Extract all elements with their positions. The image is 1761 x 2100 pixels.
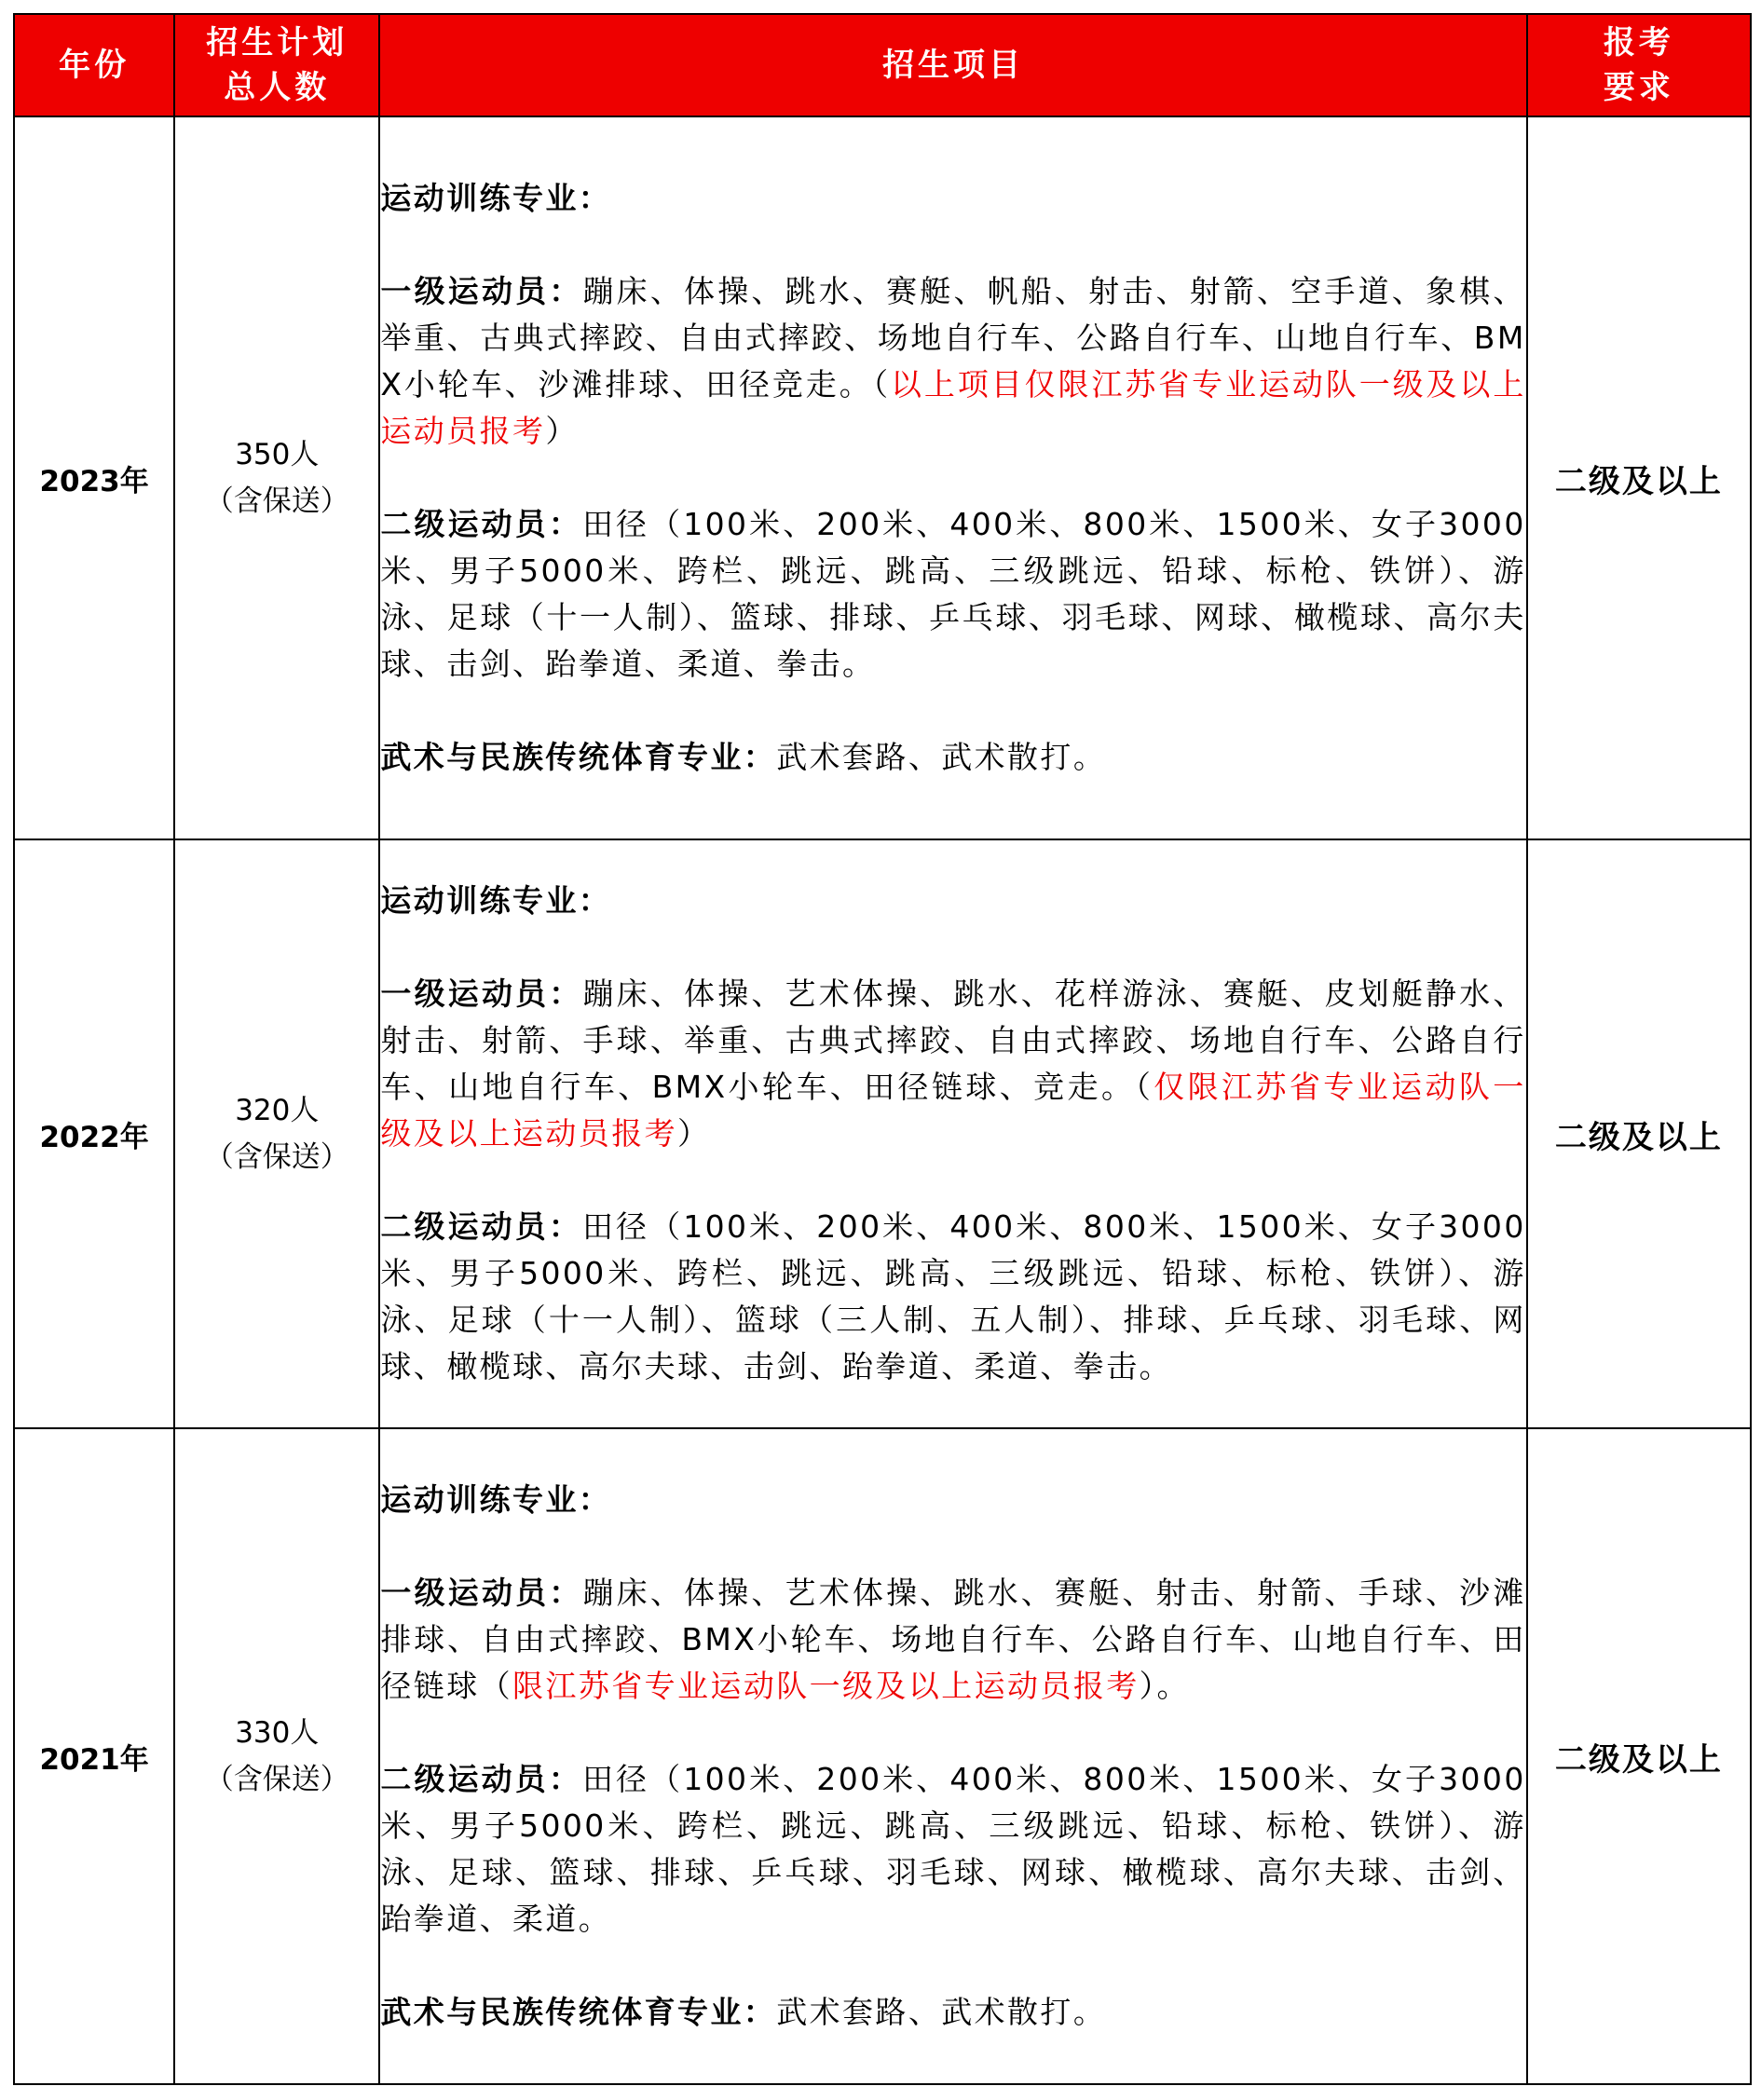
major2-label: 武术与民族传统体育专业： [380, 1994, 777, 2030]
level2-paragraph [380, 501, 1525, 688]
header-plan-line2: 总人数 [224, 69, 331, 106]
header-req-line2: 要求 [1603, 69, 1674, 106]
level1-restriction: 限江苏省专业运动队一级及以上运动员报考 [512, 1668, 1140, 1704]
level2-label: 二级运动员： [380, 1761, 582, 1797]
major2-paragraph [380, 1989, 1525, 2036]
plan-note: （含保送） [204, 484, 349, 518]
level1-tail: ） [545, 413, 579, 449]
level1-text: 蹦床、体操、跳水、赛艇、帆船、射击、射箭、空手道、象棋、举重、古典式摔跤、自由式摔跤、场地自行车、公路自行车、山地自行车、BMX小轮车、沙滩排球、田径竞走。（ [380, 273, 1526, 402]
level1-paragraph [380, 1570, 1525, 1710]
items-cell [379, 1428, 1526, 2084]
level1-paragraph [380, 268, 1525, 455]
level2-label: 二级运动员： [380, 506, 582, 542]
level1-tail: ） [677, 1115, 711, 1152]
level2-text: 田径（100米、200米、400米、800米、1500米、女子3000米、男子5000米、跨栏、跳远、跳高、三级跳远、铅球、标枪、铁饼）、游泳、足球（十一人制）、篮球（三人制、五人制）、排球、乒乓球、羽毛球、网球、橄榄球、高尔夫球、击剑、跆拳道、柔道、拳击。 [380, 1208, 1526, 1384]
level1-restriction: 仅限江苏省专业运动队一级及以上运动员报考 [380, 1069, 1526, 1152]
requirement-cell: 二级及以上 [1527, 1428, 1751, 2084]
table-row-2021 [14, 1428, 1751, 2084]
plan-cell [174, 116, 379, 839]
header-items: 招生项目 [379, 14, 1526, 116]
level1-text: 蹦床、体操、艺术体操、跳水、花样游泳、赛艇、皮划艇静水、射击、射箭、手球、举重、古典式摔跤、自由式摔跤、场地自行车、公路自行车、山地自行车、BMX小轮车、田径链球、竞走。（ [380, 975, 1526, 1105]
year-cell: 2021年 [14, 1428, 174, 2084]
level1-text: 蹦床、体操、艺术体操、跳水、赛艇、射击、射箭、手球、沙滩排球、自由式摔跤、BMX小轮车、场地自行车、公路自行车、山地自行车、田径链球（ [380, 1575, 1526, 1704]
major2-label: 武术与民族传统体育专业： [380, 739, 777, 775]
level1-restriction: 以上项目仅限江苏省专业运动队一级及以上运动员报考 [380, 366, 1526, 449]
header-plan-line1: 招生计划 [206, 24, 348, 61]
level1-label: 一级运动员： [380, 975, 583, 1012]
header-plan [174, 14, 379, 116]
header-req-line1: 报考 [1603, 24, 1674, 61]
major-label: 运动训练专业： [380, 180, 612, 216]
major2-text: 武术套路、武术散打。 [776, 1994, 1107, 2030]
year-cell: 2022年 [14, 839, 174, 1428]
plan-cell [174, 839, 379, 1428]
plan-cell [174, 1428, 379, 2084]
level1-paragraph [380, 971, 1525, 1157]
items-cell [379, 116, 1526, 839]
table-row-2023 [14, 116, 1751, 839]
level2-text: 田径（100米、200米、400米、800米、1500米、女子3000米、男子5000米、跨栏、跳远、跳高、三级跳远、铅球、标枪、铁饼）、游泳、足球、篮球、排球、乒乓球、羽毛球、网球、橄榄球、高尔夫球、击剑、跆拳道、柔道。 [380, 1761, 1526, 1937]
plan-count: 330人 [235, 1716, 320, 1750]
requirement-cell: 二级及以上 [1527, 116, 1751, 839]
level2-paragraph [380, 1756, 1525, 1943]
level1-tail: ）。 [1139, 1668, 1190, 1704]
plan-count: 350人 [235, 438, 320, 471]
level2-text: 田径（100米、200米、400米、800米、1500米、女子3000米、男子5000米、跨栏、跳远、跳高、三级跳远、铅球、标枪、铁饼）、游泳、足球（十一人制）、篮球、排球、乒乓球、羽毛球、网球、橄榄球、高尔夫球、击剑、跆拳道、柔道、拳击。 [380, 506, 1526, 682]
header-row [14, 14, 1751, 116]
level1-label: 一级运动员： [380, 1575, 583, 1611]
table-row-2022 [14, 839, 1751, 1428]
header-requirement [1527, 14, 1751, 116]
plan-note: （含保送） [204, 1140, 349, 1174]
requirement-cell: 二级及以上 [1527, 839, 1751, 1428]
major2-text: 武术套路、武术散打。 [776, 739, 1107, 775]
header-year: 年份 [14, 14, 174, 116]
major-label: 运动训练专业： [380, 1481, 612, 1518]
level2-paragraph [380, 1204, 1525, 1390]
major-label: 运动训练专业： [380, 882, 612, 919]
items-cell [379, 839, 1526, 1428]
plan-count: 320人 [235, 1094, 320, 1127]
level1-label: 一级运动员： [380, 273, 583, 309]
plan-note: （含保送） [204, 1763, 349, 1796]
level2-label: 二级运动员： [380, 1208, 582, 1245]
major2-paragraph [380, 734, 1525, 781]
enrollment-table [13, 13, 1752, 2085]
year-cell: 2023年 [14, 116, 174, 839]
